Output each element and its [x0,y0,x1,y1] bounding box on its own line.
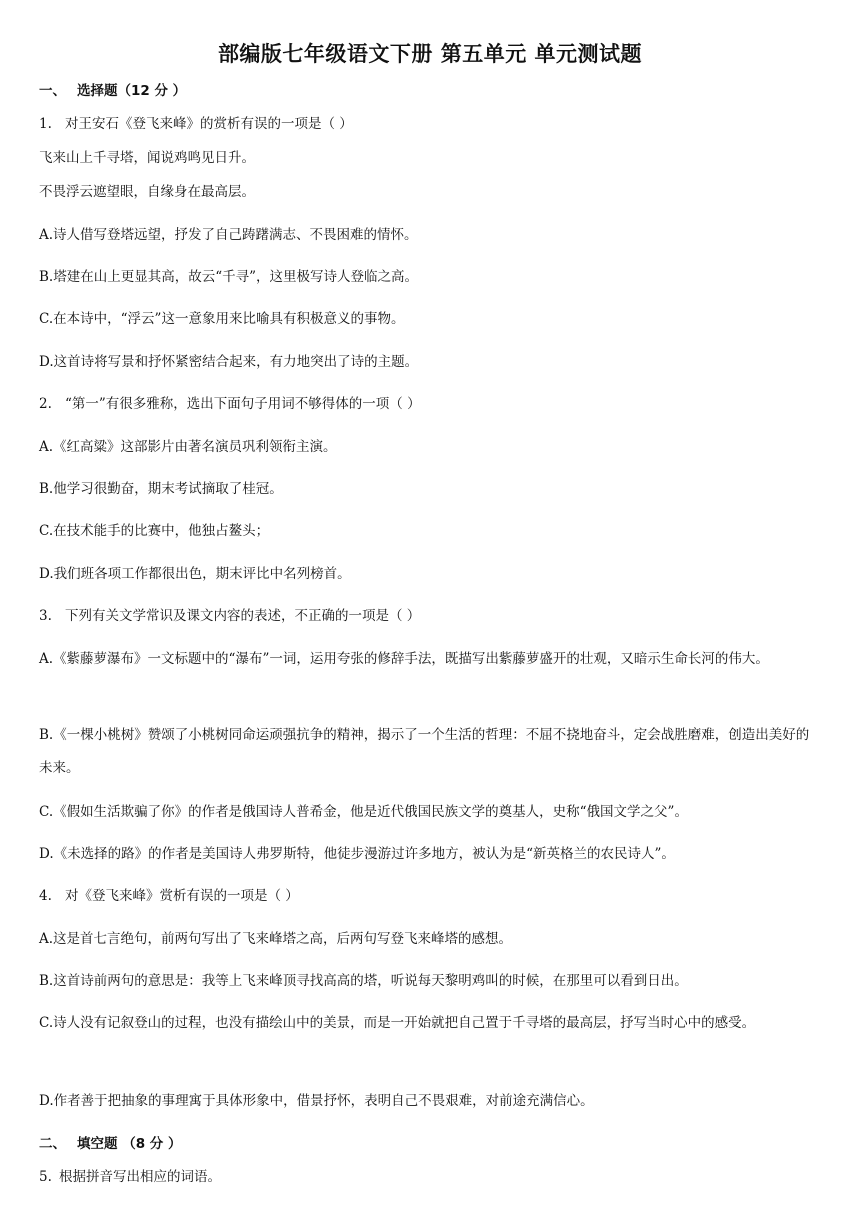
option-b: B.这首诗前两句的意思是：我等上飞来峰顶寻找高高的塔，听说每天黎明鸡叫的时候，在那里可以看到日出。 [39,973,688,989]
poem-line: 不畏浮云遮望眼，自缘身在最高层。 [39,184,255,200]
poem-line: 飞来山上千寻塔，闻说鸡鸣见日升。 [39,150,255,166]
option-c: C.在本诗中，“浮云”这一意象用来比喻具有积极意义的事物。 [39,311,405,327]
option-d: D.这首诗将写景和抒怀紧密结合起来，有力地突出了诗的主题。 [39,354,419,370]
option-a: A.《紫藤萝瀑布》一文标题中的“瀑布”一词，运用夸张的修辞手法，既描写出紫藤萝盛开的壮观，又暗示生命长河的伟大。 [39,651,769,667]
section-label: 选择题（12 分 ） [77,83,187,99]
option-d: D.作者善于把抽象的事理寓于具体形象中，借景抒怀，表明自己不畏艰难，对前途充满信心。 [39,1093,594,1109]
option-a: A.《红高粱》这部影片由著名演员巩利领衔主演。 [39,439,337,455]
question-5-stem [39,1167,819,1187]
option-b: B.他学习很勤奋，期末考试摘取了桂冠。 [39,481,283,497]
question-2-stem [39,394,819,414]
question-number: 2. [39,396,52,412]
question-stem: “第一”有很多雅称，选出下面句子用词不够得体的一项（ ） [65,396,421,412]
page-title: 部编版七年级语文下册 第五单元 单元测试题 [217,42,643,66]
question-stem: 对王安石《登飞来峰》的赏析有误的一项是（ ） [65,116,353,132]
question-4-stem [39,886,819,906]
option-a: A.这是首七言绝句，前两句写出了飞来峰塔之高，后两句写登飞来峰塔的感想。 [39,931,513,947]
option-d: D.《未选择的路》的作者是美国诗人弗罗斯特，他徒步漫游过许多地方，被认为是“新英格兰的农民诗人”。 [39,846,675,862]
question-stem: 根据拼音写出相应的词语。 [59,1169,221,1185]
section-label: 填空题 （8 分 ） [77,1136,182,1152]
question-stem: 下列有关文学常识及课文内容的表述，不正确的一项是（ ） [65,608,421,624]
question-3-stem [39,606,819,626]
question-number: 5. [39,1169,52,1185]
section-heading-fill [39,1134,819,1154]
section-number: 一、 [39,83,66,99]
question-stem: 对《登飞来峰》赏析有误的一项是（ ） [65,888,299,904]
option-c: C.在技术能手的比赛中，他独占鳌头； [39,523,270,539]
question-number: 3. [39,608,52,624]
question-1-stem [39,114,819,134]
option-b: B.《一棵小桃树》赞颂了小桃树同命运顽强抗争的精神，揭示了一个生活的哲理：不屈不挠地奋斗，定会战胜磨难，创造出美好的未来。 [39,727,810,776]
option-c: C.《假如生活欺骗了你》的作者是俄国诗人普希金，他是近代俄国民族文学的奠基人，史称“俄国文学之父”。 [39,804,688,820]
option-a: A.诗人借写登塔远望，抒发了自己踌躇满志、不畏困难的情怀。 [39,227,418,243]
question-number: 1. [39,116,52,132]
option-b: B.塔建在山上更显其高，故云“千寻”，这里极写诗人登临之高。 [39,269,419,285]
section-number: 二、 [39,1136,66,1152]
option-d: D.我们班各项工作都很出色，期末评比中名列榜首。 [39,566,351,582]
question-number: 4. [39,888,52,904]
option-c: C.诗人没有记叙登山的过程，也没有描绘山中的美景，而是一开始就把自己置于千寻塔的最高层，抒写当时心中的感受。 [39,1015,756,1031]
section-heading-choice [39,81,819,101]
